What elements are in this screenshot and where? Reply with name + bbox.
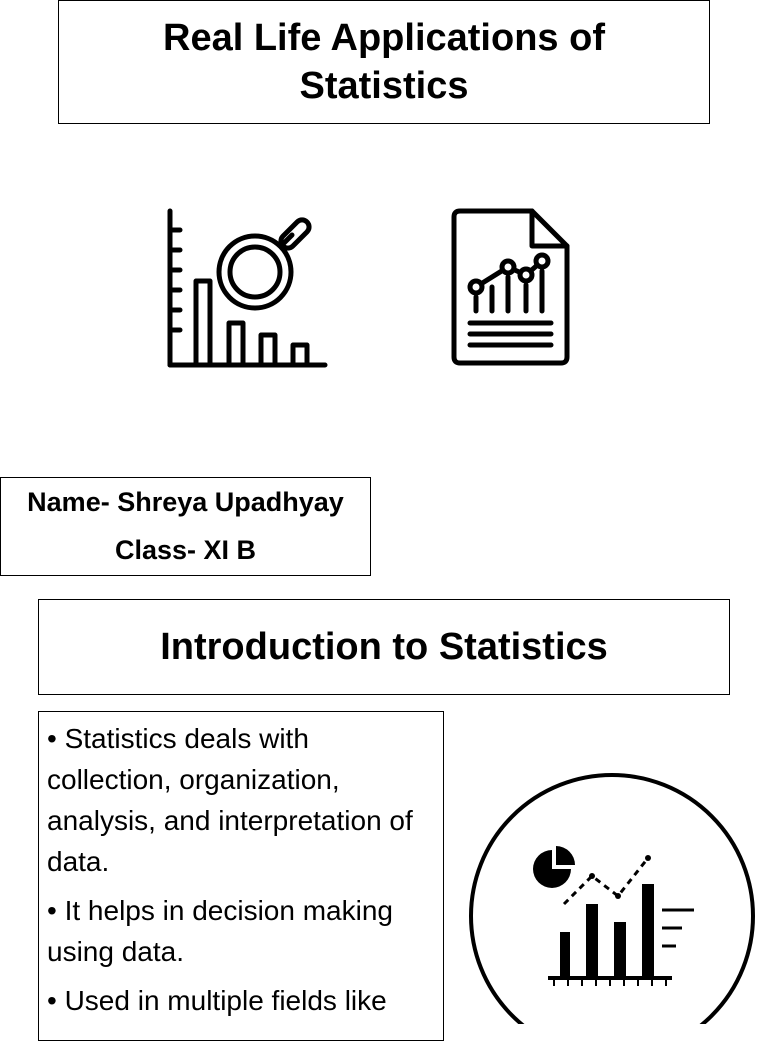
section-heading: Introduction to Statistics	[160, 625, 608, 668]
title-box	[58, 0, 710, 124]
bullet-point: • Statistics deals with collection, organization, analysis, and interpretation of data.	[47, 723, 413, 877]
title-line-2: Statistics	[299, 65, 469, 107]
page-title	[163, 14, 605, 110]
student-name: Name- Shreya Upadhyay	[27, 487, 344, 517]
student-info-box	[0, 477, 371, 576]
bullet-point: • Used in multiple fields like	[47, 985, 387, 1016]
title-line-1: Real Life Applications of	[163, 17, 605, 59]
report-document-icon	[448, 207, 573, 369]
bullet-point: • It helps in decision making using data.	[47, 895, 393, 967]
bar-chart-magnifier-icon	[160, 205, 335, 373]
analytics-circle-icon	[466, 772, 758, 1024]
bullet-list-box	[38, 711, 444, 1041]
student-class: Class- XI B	[114, 535, 257, 565]
section-heading-box	[38, 599, 730, 695]
pie-chart-icon	[533, 846, 575, 888]
